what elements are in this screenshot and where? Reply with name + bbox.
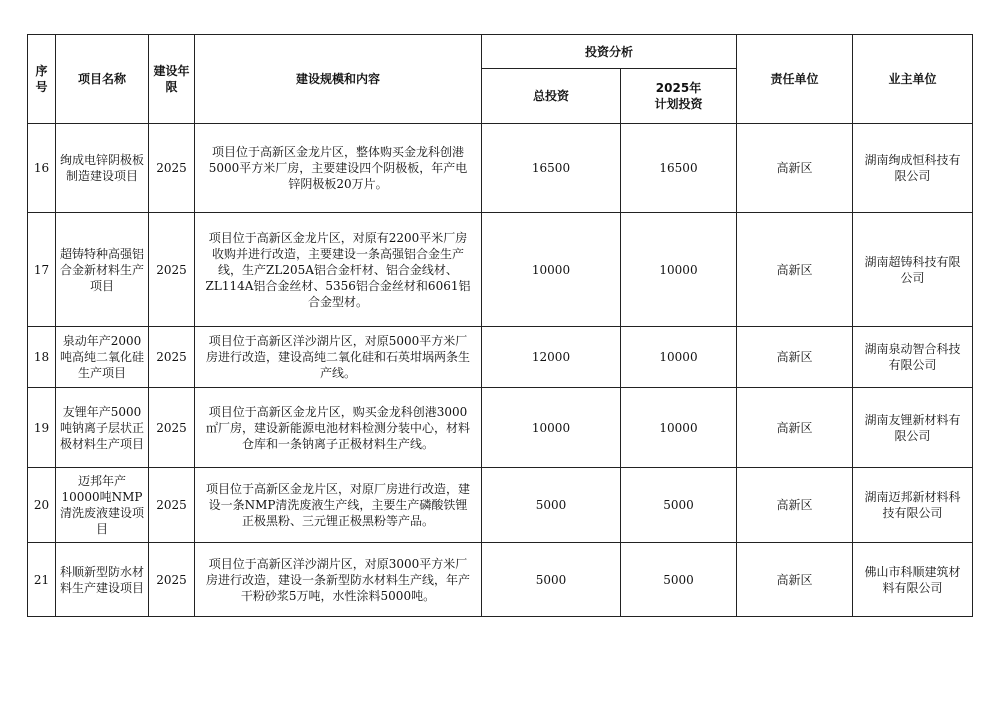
row-seq: 17 bbox=[28, 213, 56, 327]
row-owner-unit: 湖南迈邦新材料科技有限公司 bbox=[853, 468, 973, 543]
row-content: 项目位于高新区金龙片区，对原厂房进行改造，建设一条NMP清洗废液生产线，主要生产磷酸铁锂正极黑粉、三元锂正极黑粉等产品。 bbox=[195, 468, 482, 543]
row-total-investment: 10000 bbox=[482, 213, 621, 327]
row-total-investment: 10000 bbox=[482, 388, 621, 468]
row-years: 2025 bbox=[149, 468, 195, 543]
row-years: 2025 bbox=[149, 388, 195, 468]
header-total: 总投资 bbox=[482, 69, 621, 124]
table-row bbox=[28, 124, 973, 213]
row-content: 项目位于高新区金龙片区，对原有2200平米厂房收购并进行改造，主要建设一条高强铝合金生产线，生产ZL205A铝合金杆材、铝合金线材、ZL114A铝合金丝材、5356铝合金丝材和6061铝合金型材。 bbox=[195, 213, 482, 327]
row-content: 项目位于高新区洋沙湖片区，对原3000平方米厂房进行改造，建设一条新型防水材料生产线，年产干粉砂浆5万吨，水性涂料5000吨。 bbox=[195, 543, 482, 617]
row-project-name: 迈邦年产10000吨NMP清洗废液建设项目 bbox=[56, 468, 149, 543]
row-plan-investment: 16500 bbox=[621, 124, 737, 213]
row-plan-investment: 5000 bbox=[621, 468, 737, 543]
table-row bbox=[28, 388, 973, 468]
header-seq: 序号 bbox=[28, 35, 56, 124]
table-row bbox=[28, 327, 973, 388]
row-responsible-unit: 高新区 bbox=[737, 543, 853, 617]
header-investment-group: 投资分析 bbox=[482, 35, 737, 69]
row-responsible-unit: 高新区 bbox=[737, 124, 853, 213]
header-plan-year: 2025年 bbox=[655, 81, 702, 95]
row-years: 2025 bbox=[149, 124, 195, 213]
row-project-name: 绚成电锌阴极板制造建设项目 bbox=[56, 124, 149, 213]
header-content: 建设规模和内容 bbox=[195, 35, 482, 124]
row-plan-investment: 10000 bbox=[621, 213, 737, 327]
row-owner-unit: 佛山市科顺建筑材料有限公司 bbox=[853, 543, 973, 617]
row-project-name: 科顺新型防水材料生产建设项目 bbox=[56, 543, 149, 617]
row-project-name: 泉动年产2000吨高纯二氧化硅生产项目 bbox=[56, 327, 149, 388]
header-responsible: 责任单位 bbox=[737, 35, 853, 124]
header-name: 项目名称 bbox=[56, 35, 149, 124]
row-seq: 21 bbox=[28, 543, 56, 617]
table-row bbox=[28, 468, 973, 543]
row-plan-investment: 10000 bbox=[621, 388, 737, 468]
row-seq: 20 bbox=[28, 468, 56, 543]
row-seq: 18 bbox=[28, 327, 56, 388]
table-row bbox=[28, 213, 973, 327]
investment-project-table bbox=[27, 34, 973, 617]
row-project-name: 超铸特种高强铝合金新材料生产项目 bbox=[56, 213, 149, 327]
row-responsible-unit: 高新区 bbox=[737, 468, 853, 543]
header-plan bbox=[621, 69, 737, 124]
row-total-investment: 5000 bbox=[482, 468, 621, 543]
row-responsible-unit: 高新区 bbox=[737, 388, 853, 468]
table-header-row bbox=[28, 35, 973, 69]
row-total-investment: 5000 bbox=[482, 543, 621, 617]
row-total-investment: 12000 bbox=[482, 327, 621, 388]
row-plan-investment: 5000 bbox=[621, 543, 737, 617]
row-owner-unit: 湖南绚成恒科技有限公司 bbox=[853, 124, 973, 213]
row-content: 项目位于高新区金龙片区，购买金龙科创港3000㎡厂房，建设新能源电池材料检测分装中心，材料仓库和一条钠离子正极材料生产线。 bbox=[195, 388, 482, 468]
row-content: 项目位于高新区金龙片区，整体购买金龙科创港5000平方米厂房，主要建设四个阴极板，年产电锌阴极板20万片。 bbox=[195, 124, 482, 213]
row-owner-unit: 湖南泉动智合科技有限公司 bbox=[853, 327, 973, 388]
row-plan-investment: 10000 bbox=[621, 327, 737, 388]
header-owner: 业主单位 bbox=[853, 35, 973, 124]
row-years: 2025 bbox=[149, 213, 195, 327]
row-seq: 19 bbox=[28, 388, 56, 468]
header-plan-label: 计划投资 bbox=[654, 97, 703, 111]
row-owner-unit: 湖南友锂新材料有限公司 bbox=[853, 388, 973, 468]
row-seq: 16 bbox=[28, 124, 56, 213]
row-responsible-unit: 高新区 bbox=[737, 213, 853, 327]
row-total-investment: 16500 bbox=[482, 124, 621, 213]
row-years: 2025 bbox=[149, 327, 195, 388]
row-responsible-unit: 高新区 bbox=[737, 327, 853, 388]
row-years: 2025 bbox=[149, 543, 195, 617]
table-row bbox=[28, 543, 973, 617]
row-project-name: 友锂年产5000吨钠离子层状正极材料生产项目 bbox=[56, 388, 149, 468]
row-owner-unit: 湖南超铸科技有限公司 bbox=[853, 213, 973, 327]
row-content: 项目位于高新区洋沙湖片区，对原5000平方米厂房进行改造，建设高纯二氧化硅和石英坩埚两条生产线。 bbox=[195, 327, 482, 388]
header-years: 建设年限 bbox=[149, 35, 195, 124]
